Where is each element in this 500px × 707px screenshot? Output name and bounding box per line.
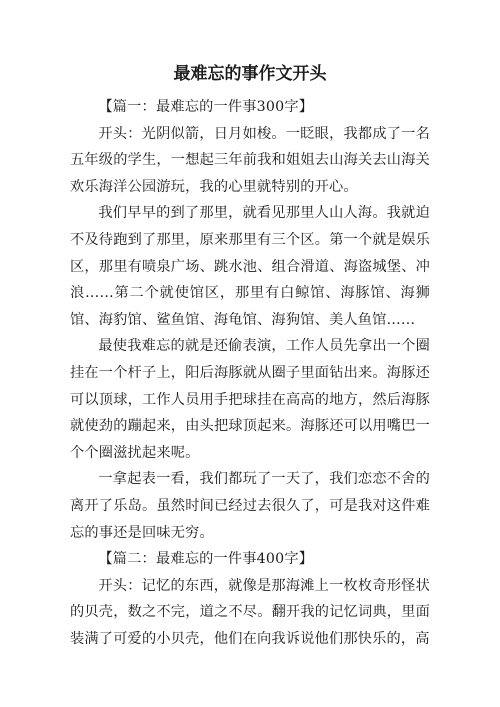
- paragraph: 最使我难忘的就是还偷表演，工作人员先拿出一个圈挂在一个杆子上，阳后海豚就从圈子里面钻出来。海豚还可以顶球，工作人员用手把球挂在高高的地方，然后海豚就使劲的蹦起来，由头把球顶起来。海豚还可以用嘴巴一个个圈滋扰起来呢。: [70, 338, 430, 461]
- document-title: 最难忘的事作文开头: [173, 64, 327, 84]
- paragraph: 一拿起表一看，我们都玩了一天了，我们恋恋不舍的离开了乐岛。虽然时间已经过去很久了，可是我对这件难忘的事还是回味无穷。: [70, 471, 430, 541]
- paragraph: 我们早早的到了那里，就看见那里人山人海。我就迫不及待跑到了那里，原来那里有三个区。第一个就是娱乐区，那里有喷泉广场、跳水池、组合滑道、海盗城堡、冲浪……第二个就使馆区，那里有白鲸馆、海豚馆、海狮馆、海豹馆、鲨鱼馆、海龟馆、海狗馆、美人鱼馆……: [70, 205, 430, 328]
- paragraph: 开头：光阴似箭，日月如梭。一眨眼，我都成了一名五年级的学生，一想起三年前我和姐姐去山海关去山海关欢乐海洋公园游玩，我的心里就特别的开心。: [70, 125, 430, 195]
- section-heading-2: 【篇二：最难忘的一件事400字】: [98, 551, 314, 568]
- document-body: [70, 94, 430, 652]
- paragraph: 开头：记忆的东西，就像是那海滩上一枚枚奇形怪状的贝壳，数之不完，道之不尽。翻开我的记忆词典，里面装满了可爱的小贝壳，他们在向我诉说他们那快乐的，高: [70, 577, 430, 647]
- section-heading-1: 【篇一：最难忘的一件事300字】: [98, 99, 314, 115]
